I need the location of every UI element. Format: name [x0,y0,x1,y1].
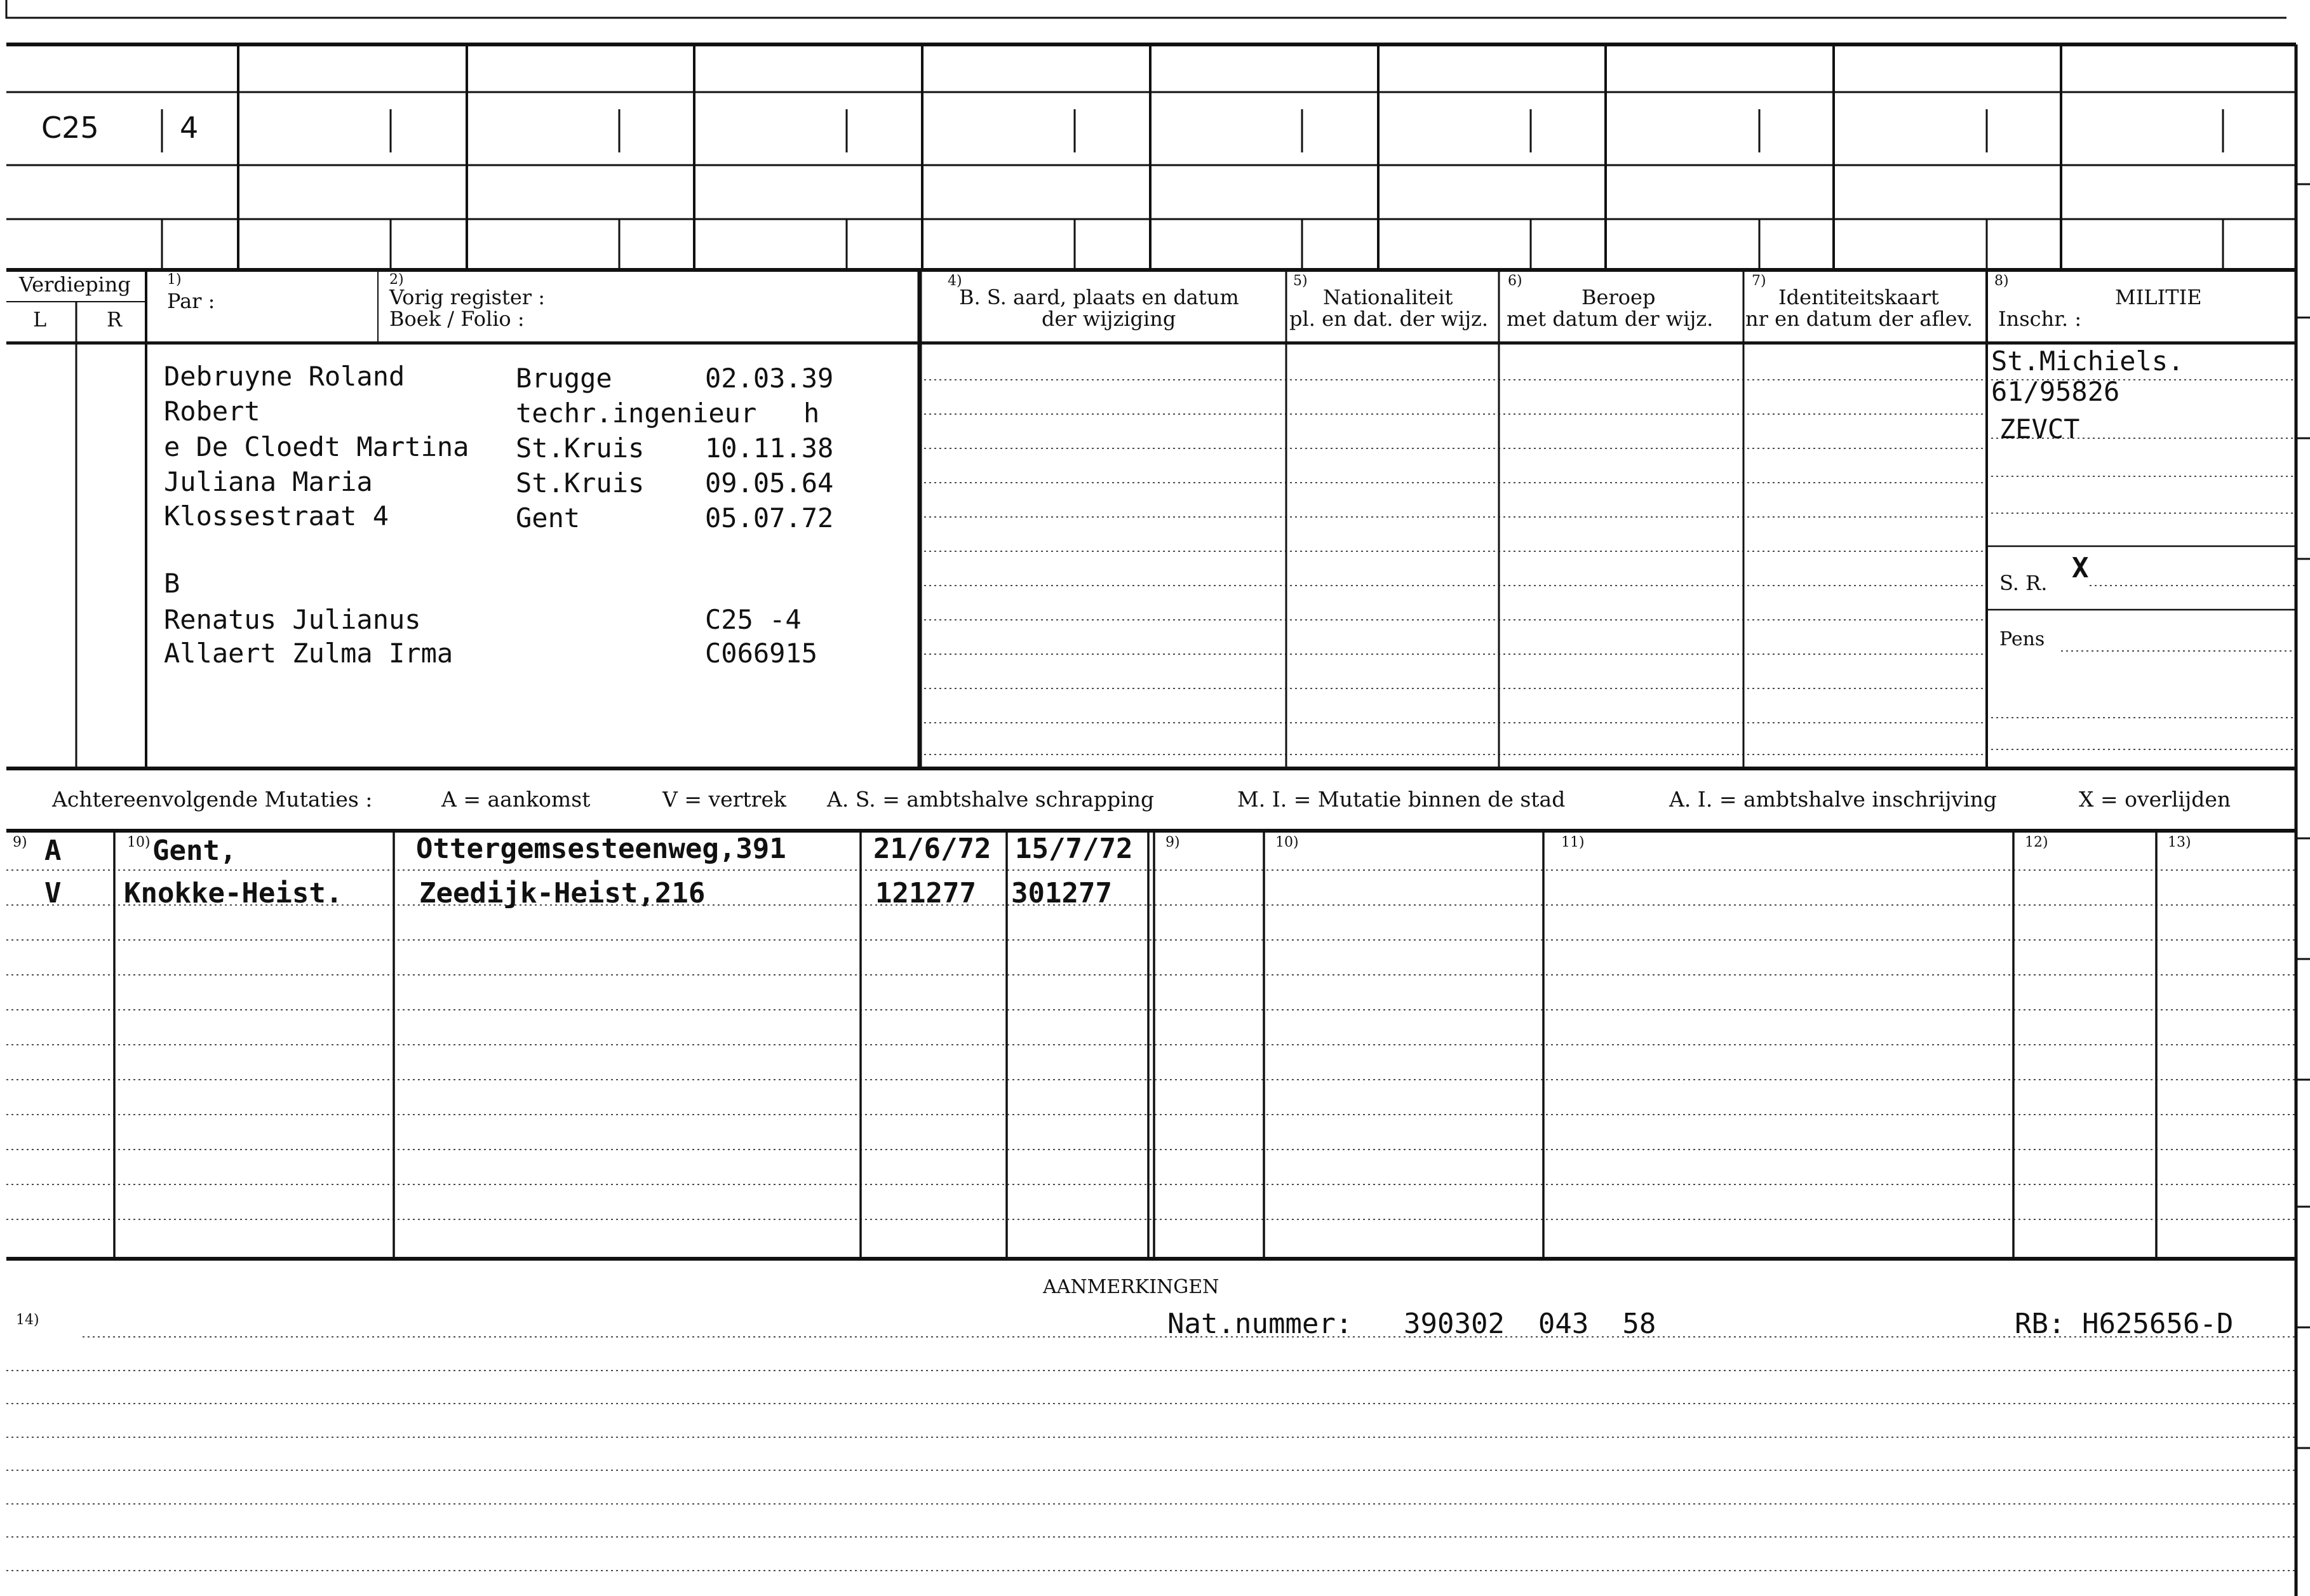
mother-name: Allaert Zulma Irma [164,638,453,669]
father-name: Renatus Julianus [164,604,421,635]
header-r: R [107,307,123,332]
national-number-value: 390302 043 58 [1404,1308,1656,1340]
person-name: Debruyne Roland [164,361,405,392]
legend-overlijden: X = overlijden [2079,787,2231,812]
header-bs-line1: B. S. aard, plaats en datum [959,285,1239,309]
header-beroep-line1: Beroep [1581,285,1656,309]
militie-line1: St.Michiels. [1991,345,2184,377]
national-number-label: Nat.nummer: [1167,1308,1353,1340]
person-name: Juliana Maria [164,466,373,497]
person-date: 05.07.72 [705,502,834,533]
mutation-type: V [44,877,62,909]
mutation-type: A [44,835,62,867]
sr-value: X [2072,552,2089,584]
col-number-11: 11) [1561,835,1585,850]
mother-reference: C066915 [705,638,818,669]
person-name: Klossestraat 4 [164,500,389,532]
header-militie-number: 8) [1994,273,2009,289]
col-number-9: 9) [13,835,27,850]
col-number-12: 12) [2025,835,2048,850]
person-date: 09.05.64 [705,467,834,499]
header-boek-folio: Boek / Folio : [389,307,525,331]
legend-aankomst: A = aankomst [441,787,591,812]
militie-line3: ZEVCT [1999,413,2080,445]
header-nat-line2: pl. en dat. der wijz. [1289,307,1489,331]
header-beroep-line2: met datum der wijz. [1507,307,1714,331]
header-id-line1: Identiteitskaart [1778,285,1939,309]
person-place: techr.ingenieur [516,398,757,429]
mutation-date-1: 21/6/72 [873,833,991,865]
person-place: St.Kruis [516,433,645,464]
mutation-street: Ottergemsesteenweg,391 [416,833,786,865]
militie-line2: 61/95826 [1991,376,2120,407]
rb-number: RB: H625656-D [2015,1308,2234,1340]
sr-label: S. R. [1999,571,2048,595]
header-militie: MILITIE [2115,285,2202,309]
header-vorig-number: 2) [389,272,404,288]
person-name: Robert [164,396,260,427]
header-verdieping: Verdieping [19,272,131,297]
legend-ambtshalve-schrapping: A. S. = ambtshalve schrapping [827,787,1155,812]
person-name: e De Cloedt Martina [164,431,469,462]
col-number-13: 13) [2168,835,2191,850]
parents-label: B [164,568,180,599]
header-bs-line2: der wijziging [1042,307,1176,331]
register-code: C25 [41,111,99,145]
header-bs-number: 4) [948,273,962,289]
mutation-street: Zeedijk-Heist,216 [419,877,706,909]
header-id-number: 7) [1752,273,1766,289]
legend-title: Achtereenvolgende Mutaties : [52,787,373,812]
col-number-9b: 9) [1165,835,1180,850]
mutation-date-1: 121277 [875,877,976,909]
person-place: Gent [516,502,581,533]
mutation-date-2: 15/7/72 [1015,833,1133,865]
person-date: 10.11.38 [705,433,834,464]
legend-mutatie-binnen: M. I. = Mutatie binnen de stad [1237,787,1566,812]
register-number: 4 [180,111,199,145]
header-id-line2: nr en datum der aflev. [1745,307,1973,331]
header-nat-line1: Nationaliteit [1323,285,1453,309]
legend-vertrek: V = vertrek [662,787,786,812]
mutation-city: Gent, [152,835,237,867]
person-place: Brugge [516,363,612,394]
mutation-date-2: 301277 [1011,877,1112,909]
header-par: Par : [167,289,215,313]
header-beroep-number: 6) [1508,273,1522,289]
header-par-number: 1) [167,272,182,288]
person-date: 02.03.39 [705,363,834,394]
header-inschr: Inschr. : [1998,307,2082,331]
person-place: St.Kruis [516,467,645,499]
header-nat-number: 5) [1293,273,1308,289]
remarks-title: AANMERKINGEN [1043,1276,1219,1298]
legend-ambtshalve-inschrijving: A. I. = ambtshalve inschrijving [1669,787,1998,812]
person-date: h [803,398,820,429]
pens-label: Pens [1999,628,2045,650]
header-l: L [33,307,47,332]
col-number-10b: 10) [1275,835,1299,850]
remarks-number: 14) [16,1312,39,1328]
mutation-city: Knokke-Heist. [124,877,343,909]
father-reference: C25 -4 [705,604,802,635]
header-vorig-register: Vorig register : [389,285,546,309]
col-number-10: 10) [127,835,151,850]
